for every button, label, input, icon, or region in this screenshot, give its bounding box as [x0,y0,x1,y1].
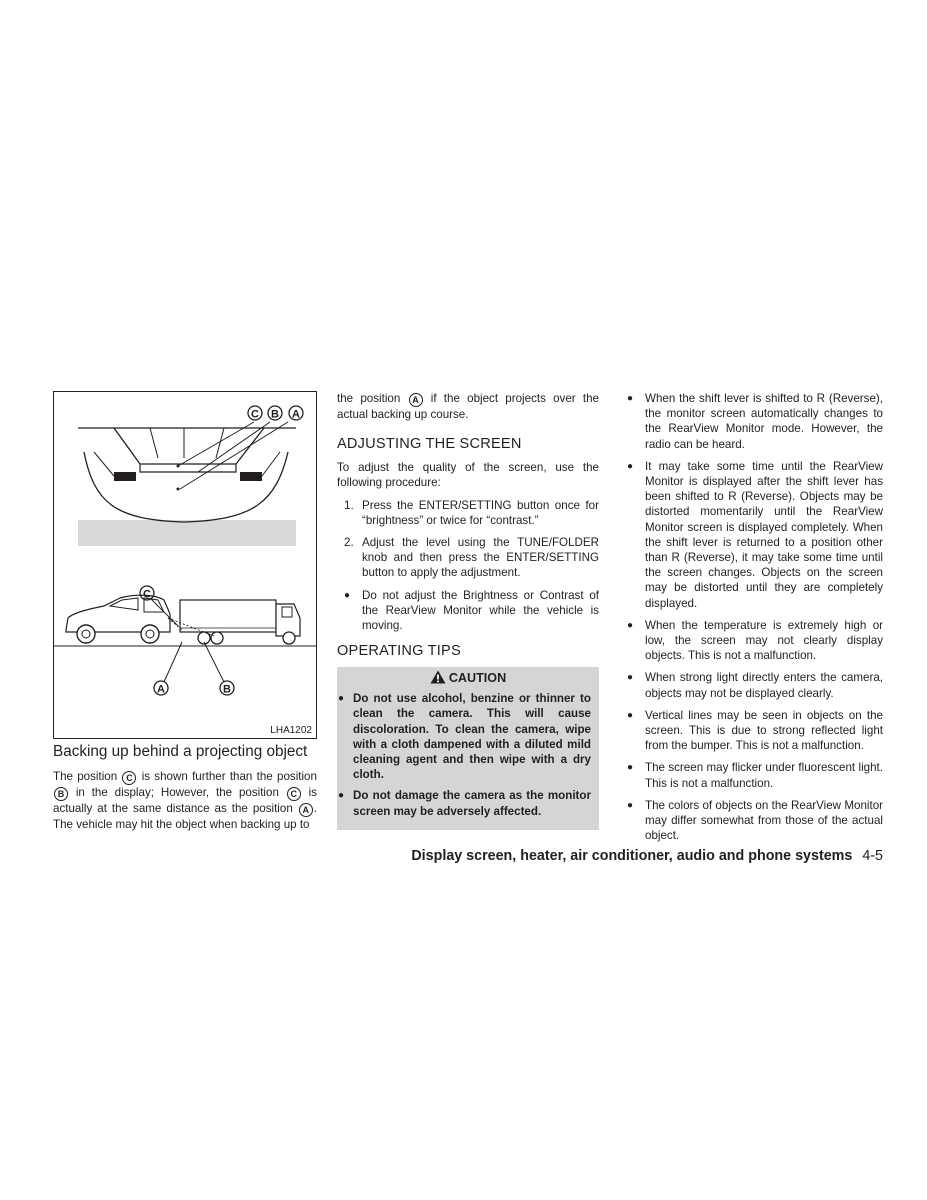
para-text: the position [337,392,401,405]
bullet-icon: ● [627,460,634,472]
label-c-top [248,406,262,421]
right-column [627,391,883,850]
side-view [54,595,316,682]
step-item [337,535,599,581]
tip-item [627,618,883,664]
bullet-icon: ● [344,589,351,601]
tip-text: It may take some time until the RearView Monitor is displayed after the shift lever has been shifted to R (Reverse). Objects may be distorted momentarily until the RearView Monitor screen is displayed completely. When the shift lever is returned to a position other than R (Reverse), it may take some time until the screen changes. Objects on the screen may be distorted until they are completely displayed. [645,459,883,610]
caution-list [338,691,591,819]
figure-caption: Backing up behind a projecting object [53,743,308,760]
tip-text: Vertical lines may be seen in objects on the screen. This is due to strong reflected light from the bumper. This is not a malfunction. [645,708,883,753]
caution-text: Do not damage the camera as the monitor screen may be adversely affected. [353,789,591,818]
monitor-view [78,422,296,546]
operating-tips-heading: OPERATING TIPS [337,643,461,660]
rearview-illustration [53,391,317,739]
tip-text: The colors of objects on the RearView Monitor may differ somewhat from those of the actual object. [645,798,883,843]
page-footer [411,848,883,864]
svg-text:A: A [292,408,300,421]
left-paragraph [53,769,317,832]
note-text: Do not adjust the Brightness or Contrast of the RearView Monitor while the vehicle is moving. [362,588,599,633]
bullet-icon: ● [627,762,634,774]
operating-tips-list [627,391,883,843]
caution-item [338,691,591,782]
tip-text: When strong light directly enters the camera, objects may not be displayed clearly. [645,671,883,700]
bullet-icon: ● [338,790,345,802]
para-text: The position [53,770,118,783]
tip-item [627,459,883,611]
label-a-top [289,406,303,421]
tip-item [627,670,883,700]
footer-section-title: Display screen, heater, air conditioner, audio and phone systems [411,848,853,864]
bullet-icon: ● [627,799,634,811]
tip-text: The screen may flicker under fluorescent light. This is not a malfunction. [645,761,883,790]
adjust-intro: To adjust the quality of the screen, use the following procedure: [337,461,599,490]
page-number: 4-5 [862,848,883,864]
bullet-icon: ● [627,393,634,404]
step-item [337,498,599,528]
bullet-icon: ● [627,619,634,631]
caution-title [345,670,591,687]
svg-text:B: B [271,408,279,421]
label-a-side [154,681,168,696]
step-text: Press the ENTER/SETTING button once for “brightness” or twice for “contrast.” [362,498,599,527]
step-number: 1. [344,498,354,512]
caution-text: Do not use alcohol, benzine or thinner to clean the camera. This will cause discoloration. To clean the camera, wipe with a cloth dampened with a diluted mild cleaning agent and then wipe with a dry cloth. [353,692,591,782]
bullet-icon: ● [338,693,345,705]
tip-item [627,708,883,754]
svg-text:C: C [251,408,259,421]
caution-item [338,788,591,818]
svg-text:C: C [143,588,151,601]
label-c-side [140,586,154,601]
step-number: 2. [344,536,354,550]
tip-item [627,798,883,844]
tip-item [627,391,883,452]
rearview-diagram [54,392,316,738]
label-b-inline: B [54,787,68,801]
label-c-inline: C [122,771,136,785]
para-text: is actually at the same distance as the position [53,786,317,815]
para-text: if the object projects over the actual backing up course. [337,392,599,421]
bullet-icon: ● [627,672,634,684]
label-c-inline: C [287,787,301,801]
para-text: is shown further than the position [141,770,317,783]
label-b-side [220,681,234,696]
step-note [337,588,599,634]
figure-id: LHA1202 [270,725,312,736]
caution-box [337,667,599,830]
tip-text: When the shift lever is shifted to R (Reverse), the monitor screen automatically changes to the RearView Monitor mode. However, the radio can be heard. [645,392,883,451]
warning-triangle-icon [430,670,446,684]
step-text: Adjust the level using the TUNE/FOLDER knob and then press the ENTER/SETTING button to apply the adjustment. [362,536,599,580]
tip-text: When the temperature is extremely high or low, the screen may not clearly display objects. This is not a malfunction. [645,618,883,663]
adjust-steps [337,498,599,634]
label-b-top [268,406,282,421]
svg-text:B: B [223,683,231,696]
para-text: in the display; However, the position [75,786,279,799]
caution-title-text: CAUTION [448,671,507,686]
label-a-inline: A [299,803,313,817]
bullet-icon: ● [627,709,634,721]
para-text: . The vehicle may hit the object when backing up to [53,802,317,831]
continuation-paragraph [337,391,599,422]
label-a-inline: A [409,393,423,407]
tip-item [627,760,883,790]
middle-column [337,391,599,830]
svg-text:A: A [157,683,165,696]
adjusting-screen-heading: ADJUSTING THE SCREEN [337,436,522,453]
